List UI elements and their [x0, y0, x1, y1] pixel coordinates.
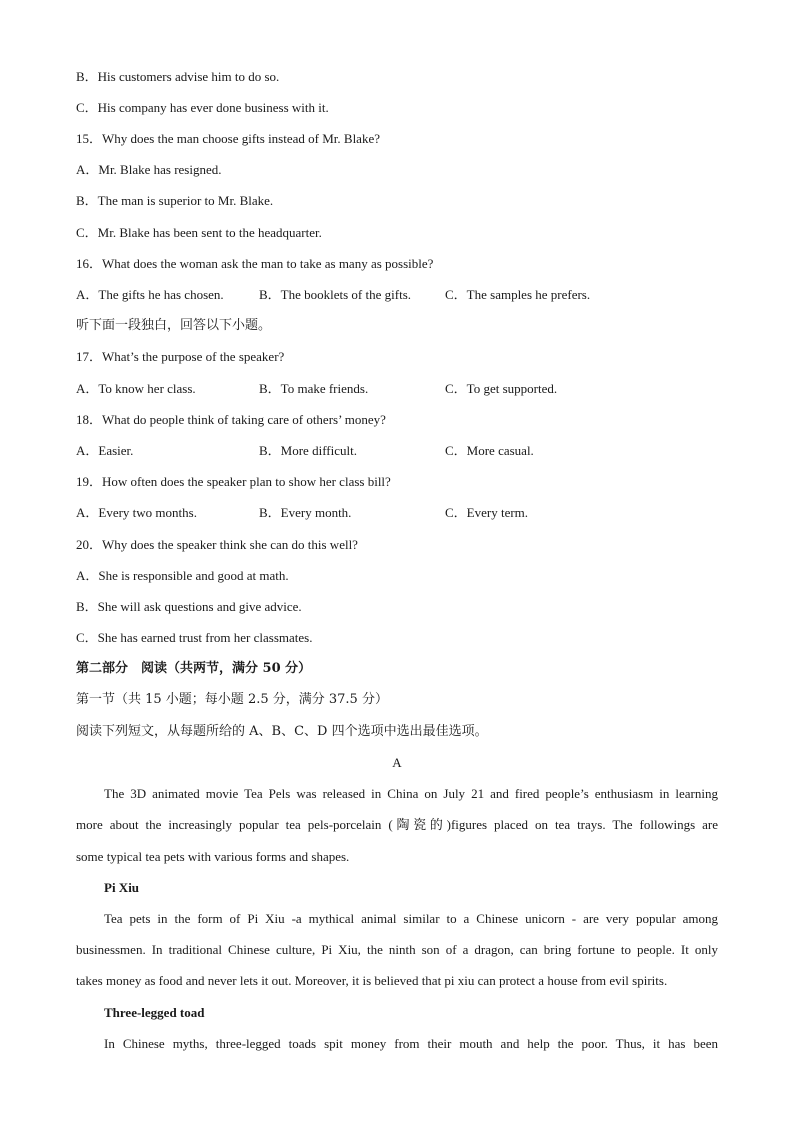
passage-p1-line1: The 3D animated movie Tea Pels was released in China on July 21 and fired people’s enthusiasm in learning: [104, 786, 718, 801]
q19-option-b: B．Every month.: [259, 505, 352, 520]
q19-option-a: A．Every two months.: [76, 505, 197, 520]
q20-option-b: B．She will ask questions and give advice.: [76, 599, 302, 614]
q18-option-a: A．Easier.: [76, 443, 134, 458]
q20-option-a: A．She is responsible and good at math.: [76, 568, 289, 583]
reading-instruction: 阅读下列短文，从每题所给的 A、B、C、D 四个选项中选出最佳选项。: [76, 724, 488, 739]
monologue-instruction: 听下面一段独白，回答以下小题。: [76, 318, 272, 333]
subheading-pi-xiu: Pi Xiu: [104, 880, 140, 895]
q17-option-c: C．To get supported.: [445, 381, 558, 396]
q19-option-c: C．Every term.: [445, 505, 529, 520]
passage-p2-line1: Tea pets in the form of Pi Xiu -a mythical animal similar to a Chinese unicorn - are very popular among: [104, 911, 718, 926]
q17-option-b: B．To make friends.: [259, 381, 369, 396]
q20-option-c: C．She has earned trust from her classmates.: [76, 630, 313, 645]
q16-option-a: A．The gifts he has chosen.: [76, 287, 224, 302]
passage-label: A: [392, 755, 402, 770]
passage-p2-line3: takes money as food and never lets it out. Moreover, it is believed that pi xiu can protect a house from evil spirits.: [76, 973, 668, 988]
q19-stem: 19．How often does the speaker plan to show her class bill?: [76, 474, 391, 489]
q15-stem: 15．Why does the man choose gifts instead of Mr. Blake?: [76, 131, 380, 146]
q15-option-c: C．Mr. Blake has been sent to the headquarter.: [76, 225, 322, 240]
passage-p1-line2: more about the increasingly popular tea pels-porcelain (陶瓷的)figures placed on tea trays. The followings are: [76, 817, 718, 832]
q18-option-c: C．More casual.: [445, 443, 534, 458]
q16-option-b: B．The booklets of the gifts.: [259, 287, 412, 302]
q18-option-b: B．More difficult.: [259, 443, 357, 458]
q18-stem: 18．What do people think of taking care of others’ money?: [76, 412, 386, 427]
q16-option-c: C．The samples he prefers.: [445, 287, 591, 302]
q15-option-b: B．The man is superior to Mr. Blake.: [76, 193, 274, 208]
q15-option-a: A．Mr. Blake has resigned.: [76, 162, 222, 177]
q14-option-c: C．His company has ever done business with it.: [76, 100, 329, 115]
passage-p2-line2: businessmen. In traditional Chinese culture, Pi Xiu, the ninth son of a dragon, can bring fortune to people. It only: [76, 942, 718, 957]
section1-heading: 第一节（共 15 小题；每小题 2.5 分，满分 37.5 分）: [76, 692, 388, 707]
q16-stem: 16．What does the woman ask the man to take as many as possible?: [76, 256, 434, 271]
q17-option-a: A．To know her class.: [76, 381, 196, 396]
q20-stem: 20．Why does the speaker think she can do this well?: [76, 537, 358, 552]
part2-heading: 第二部分 阅读（共两节，满分 50 分）: [76, 661, 312, 676]
passage-p3-line1: In Chinese myths, three-legged toads spit money from their mouth and help the poor. Thus, it has been: [104, 1036, 718, 1051]
q17-stem: 17．What’s the purpose of the speaker?: [76, 349, 285, 364]
q14-option-b: B．His customers advise him to do so.: [76, 69, 280, 84]
passage-p1-line3: some typical tea pets with various forms and shapes.: [76, 849, 350, 864]
subheading-three-legged-toad: Three-legged toad: [104, 1005, 205, 1020]
